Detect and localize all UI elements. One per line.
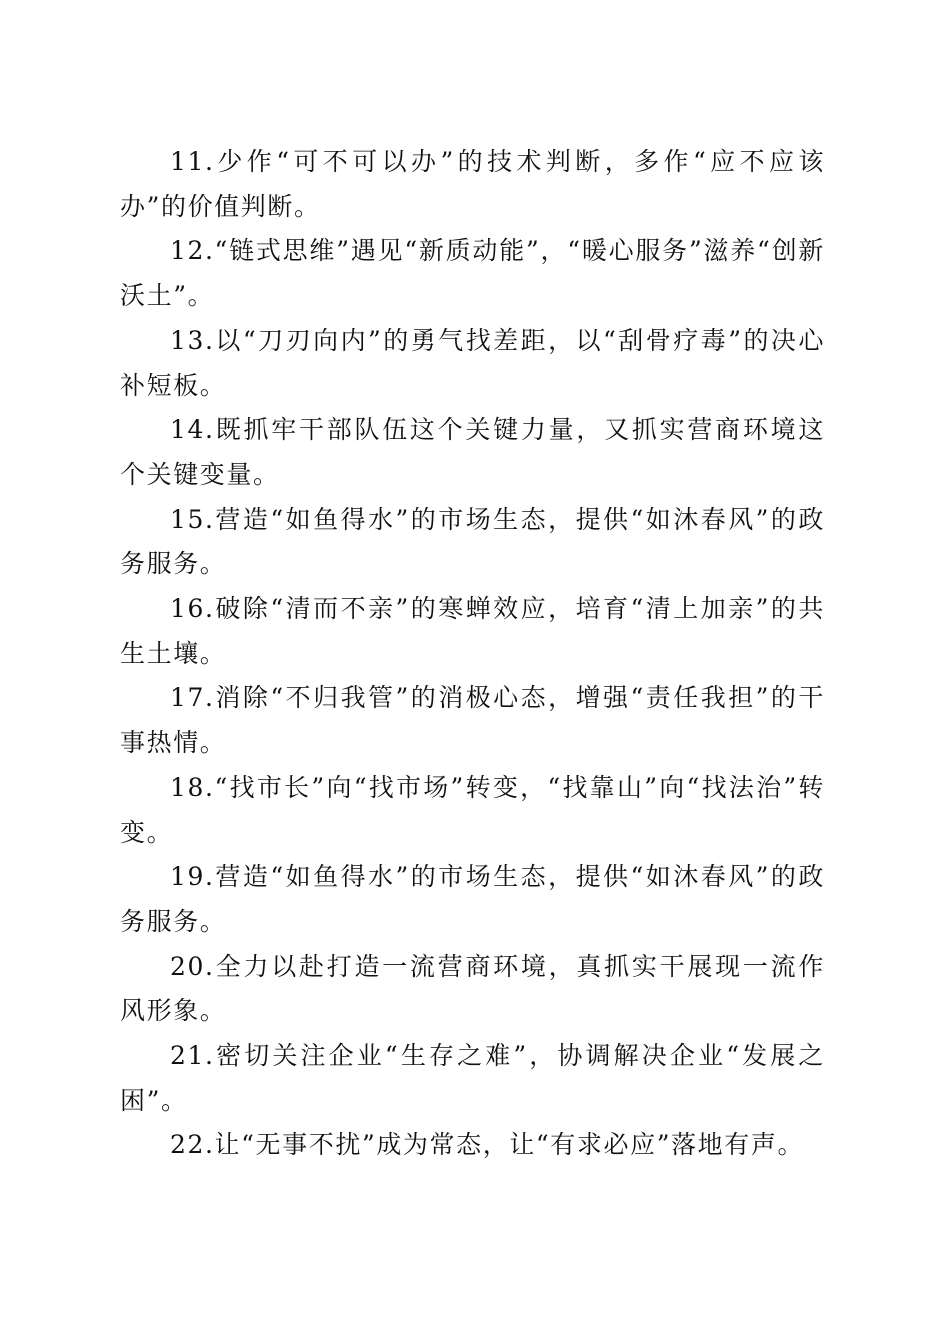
list-item: 18.“找市长”向“找市场”转变，“找靠山”向“找法治”转变。 (120, 772, 825, 847)
list-item: 13.以“刀刃向内”的勇气找差距，以“刮骨疗毒”的决心补短板。 (120, 325, 825, 400)
list-item: 12.“链式思维”遇见“新质动能”，“暖心服务”滋养“创新沃土”。 (120, 236, 825, 311)
list-item: 11.少作“可不可以办”的技术判断，多作“应不应该办”的价值判断。 (120, 147, 825, 221)
list-item: 17.消除“不归我管”的消极心态，增强“责任我担”的干事热情。 (120, 683, 825, 758)
list-item: 20.全力以赴打造一流营商环境，真抓实干展现一流作风形象。 (120, 951, 825, 1026)
list-item: 16.破除“清而不亲”的寒蝉效应，培育“清上加亲”的共生土壤。 (120, 594, 825, 668)
list-item: 14.既抓牢干部队伍这个关键力量，又抓实营商环境这个关键变量。 (120, 415, 825, 489)
list-item: 21.密切关注企业“生存之难”，协调解决企业“发展之困”。 (120, 1041, 825, 1115)
list-item: 19.营造“如鱼得水”的市场生态，提供“如沐春风”的政务服务。 (120, 862, 825, 936)
document-body (120, 140, 825, 1168)
list-item: 15.营造“如鱼得水”的市场生态，提供“如沐春风”的政务服务。 (120, 504, 825, 579)
list-item: 22.让“无事不扰”成为常态，让“有求必应”落地有声。 (170, 1130, 805, 1160)
